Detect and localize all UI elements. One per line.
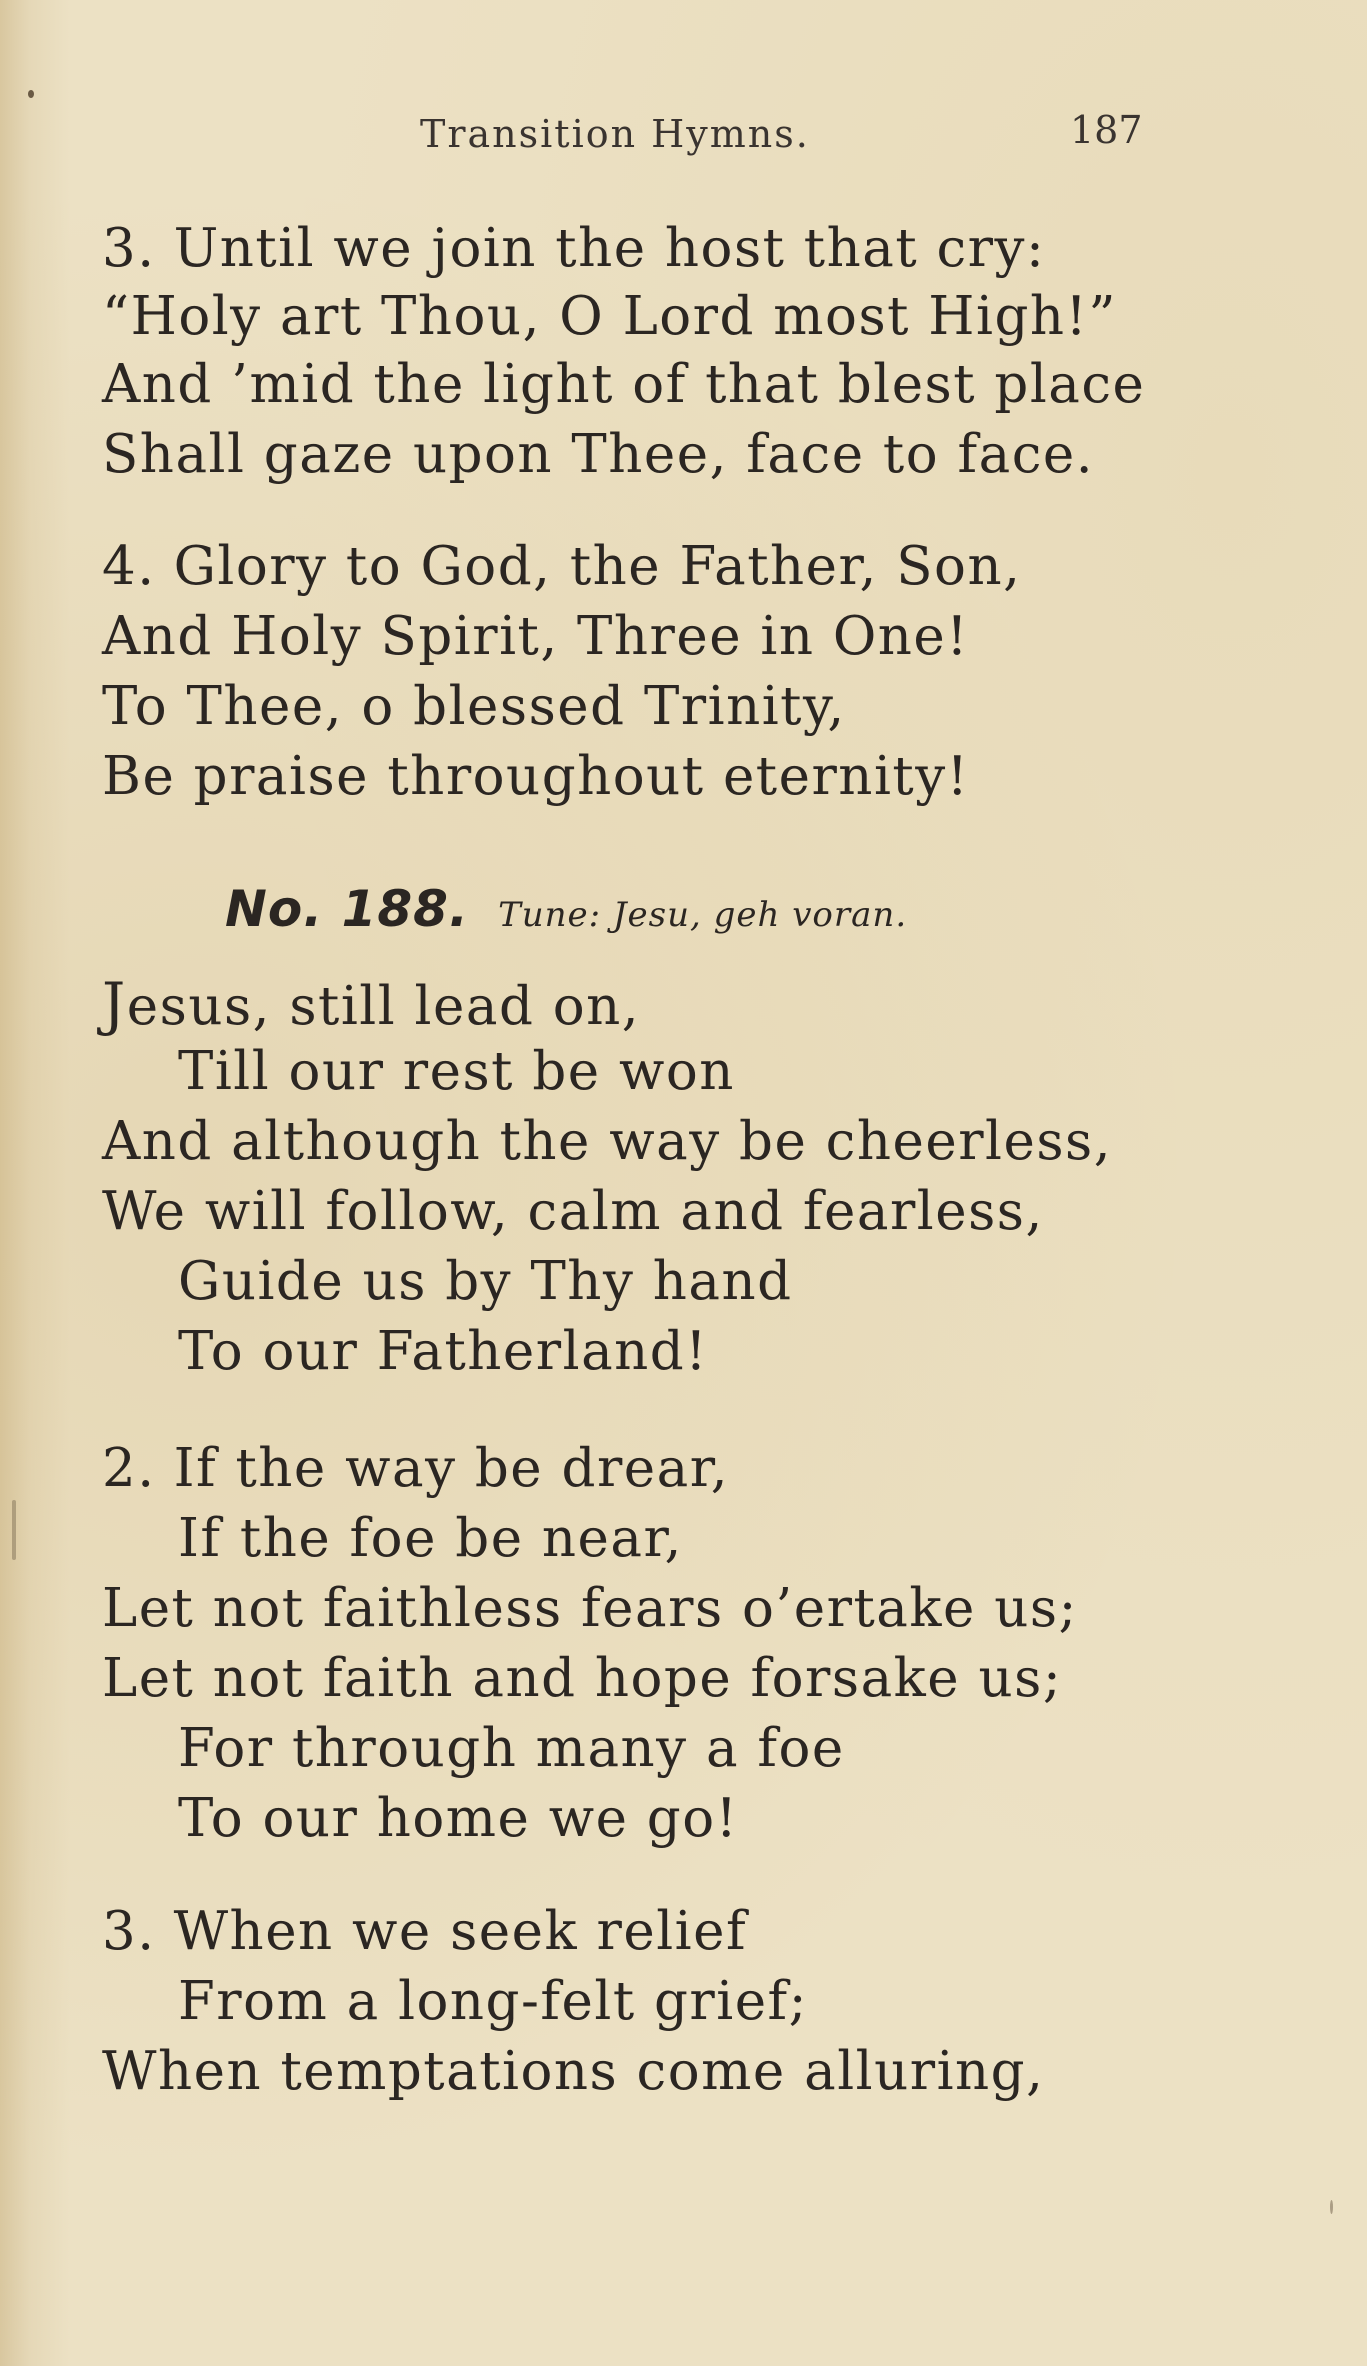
hymn-number: No. 188.	[225, 880, 469, 938]
verse-number: 3.	[102, 218, 156, 279]
verse-line: And although the way be cheerless,	[102, 1111, 1113, 1172]
verse-number: 2.	[102, 1438, 156, 1499]
verse-line: Let not faithless fears o’ertake us;	[102, 1578, 1078, 1639]
tune-name: Tune: Jesu, geh voran.	[498, 895, 908, 935]
verse-line: To our Fatherland!	[178, 1321, 709, 1382]
verse-line: For through many a foe	[178, 1718, 845, 1779]
verse-line: Jesus, still lead on,	[102, 970, 641, 1038]
verse-line: 3. When we seek relief	[102, 1901, 748, 1962]
verse-line: Let not faith and hope forsake us;	[102, 1648, 1063, 1709]
verse-line: Shall gaze upon Thee, face to face.	[102, 424, 1095, 485]
verse-line: “Holy art Thou, O Lord most High!”	[102, 286, 1117, 347]
verse-number: 4.	[102, 536, 156, 597]
paper-speck	[1330, 2200, 1333, 2214]
verse-line: From a long-felt grief;	[178, 1971, 809, 2032]
paper-speck	[12, 1500, 16, 1560]
verse-line: 3. Until we join the host that cry:	[102, 218, 1046, 279]
running-title: Transition Hymns.	[420, 112, 810, 156]
verse-line: And ’mid the light of that blest place	[102, 354, 1146, 415]
verse-line: 4. Glory to God, the Father, Son,	[102, 536, 1022, 597]
paper-speck	[28, 90, 34, 98]
verse-line: And Holy Spirit, Three in One!	[102, 606, 970, 667]
verse-line: Guide us by Thy hand	[178, 1251, 793, 1312]
verse-line: 2. If the way be drear,	[102, 1438, 730, 1499]
verse-line: When temptations come alluring,	[102, 2041, 1045, 2102]
verse-line: Till our rest be won	[178, 1041, 735, 1102]
page-number: 187	[1070, 108, 1143, 152]
verse-line: To our home we go!	[178, 1788, 739, 1849]
verse-number: 3.	[102, 1901, 156, 1962]
verse-line: If the foe be near,	[178, 1508, 683, 1569]
drop-initial: J	[102, 970, 127, 1038]
verse-line: Be praise throughout eternity!	[102, 746, 970, 807]
verse-line: We will follow, calm and fearless,	[102, 1181, 1044, 1242]
hymn-heading	[225, 880, 907, 938]
verse-line: To Thee, o blessed Trinity,	[102, 676, 846, 737]
